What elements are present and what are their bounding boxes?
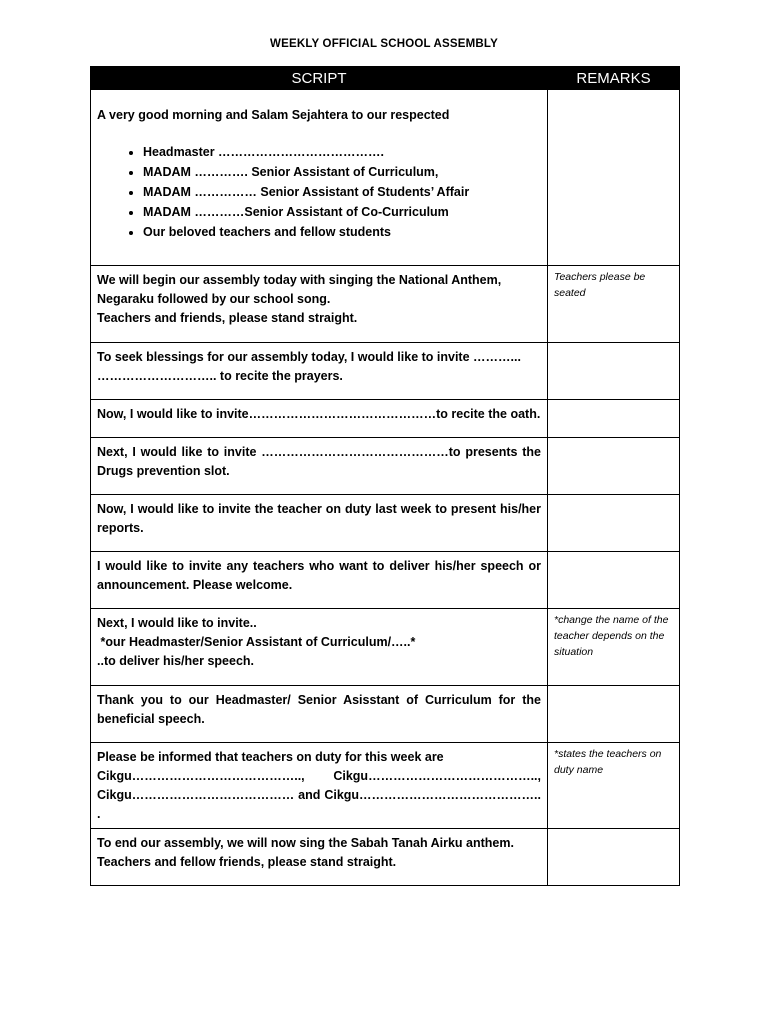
script-line: We will begin our assembly today with singing the National Anthem, (97, 273, 502, 287)
assembly-script-table (90, 66, 680, 886)
script-cell (91, 829, 548, 886)
script-line: Negaraku followed by our school song. (97, 292, 331, 306)
duty-teachers-line (97, 767, 541, 786)
script-line: Now, I would like to invite the teacher on duty last week to present his/her reports. (97, 502, 541, 535)
remarks-cell (548, 552, 680, 609)
remarks-cell (548, 400, 680, 438)
duty-teacher-1: Cikgu………………………………….., (97, 769, 305, 783)
duty-teacher-2: Cikgu………………………………….., (333, 769, 541, 783)
script-cell (91, 266, 548, 343)
list-item: • MADAM …………… Senior Assistant of Students’ Affair (143, 182, 541, 202)
remarks-cell (548, 343, 680, 400)
script-cell (91, 743, 548, 829)
script-cell (91, 438, 548, 495)
script-cell (91, 90, 548, 266)
list-item: • MADAM …………. Senior Assistant of Curriculum, (143, 162, 541, 182)
script-row (91, 552, 680, 609)
list-item: • Headmaster …………………………………. (143, 142, 541, 162)
remarks-cell (548, 495, 680, 552)
script-cell (91, 343, 548, 400)
script-line: Teachers and friends, please stand straight. (97, 311, 358, 325)
script-row (91, 90, 680, 266)
script-line: ……………………….. to recite the prayers. (97, 369, 343, 383)
script-line: To seek blessings for our assembly today, I would like to invite ………... (97, 350, 521, 364)
script-line: ..to deliver his/her speech. (97, 654, 255, 668)
remark-text: *states the teachers on duty name (554, 748, 662, 776)
script-row (91, 343, 680, 400)
script-row (91, 495, 680, 552)
remark-text: Teachers please be seated (554, 271, 646, 299)
remarks-cell (548, 686, 680, 743)
remarks-cell (548, 829, 680, 886)
script-line: Now, I would like to invite………………………………………to recite the oath. (97, 407, 541, 421)
header-row (91, 67, 680, 90)
greeting-list (97, 142, 541, 242)
script-row (91, 266, 680, 343)
script-line: Cikgu………………………………… and Cikgu…………………………………….. . (97, 788, 541, 821)
script-line: *our Headmaster/Senior Assistant of Curriculum/…..* (97, 635, 416, 649)
script-line: Please be informed that teachers on duty for this week are (97, 750, 444, 764)
remarks-cell (548, 90, 680, 266)
script-line: To end our assembly, we will now sing the Sabah Tanah Airku anthem. (97, 836, 514, 850)
script-cell (91, 609, 548, 686)
remarks-cell (548, 266, 680, 343)
remarks-cell (548, 438, 680, 495)
script-cell (91, 400, 548, 438)
remark-text: *change the name of the teacher depends on the situation (554, 614, 669, 658)
script-cell (91, 495, 548, 552)
script-row (91, 609, 680, 686)
script-row (91, 438, 680, 495)
script-row (91, 829, 680, 886)
document-title: WEEKLY OFFICIAL SCHOOL ASSEMBLY (270, 38, 498, 50)
script-row (91, 686, 680, 743)
script-line: Next, I would like to invite ………………………………………to presents the Drugs prevention slot. (97, 445, 541, 478)
script-row (91, 743, 680, 829)
script-cell (91, 686, 548, 743)
script-cell (91, 552, 548, 609)
list-item: • Our beloved teachers and fellow students (143, 222, 541, 242)
remarks-header: REMARKS (548, 67, 680, 90)
script-line: Thank you to our Headmaster/ Senior Asisstant of Curriculum for the beneficial speech. (97, 693, 541, 726)
script-line: Teachers and fellow friends, please stand straight. (97, 855, 397, 869)
script-row (91, 400, 680, 438)
remarks-cell (548, 609, 680, 686)
script-line: I would like to invite any teachers who want to deliver his/her speech or announcement. Please welcome. (97, 559, 541, 592)
greeting-intro: A very good morning and Salam Sejahtera to our respected (97, 108, 450, 122)
remarks-cell (548, 743, 680, 829)
script-header: SCRIPT (91, 67, 548, 90)
list-item: • MADAM …………Senior Assistant of Co-Curriculum (143, 202, 541, 222)
script-line: Next, I would like to invite.. (97, 616, 257, 630)
